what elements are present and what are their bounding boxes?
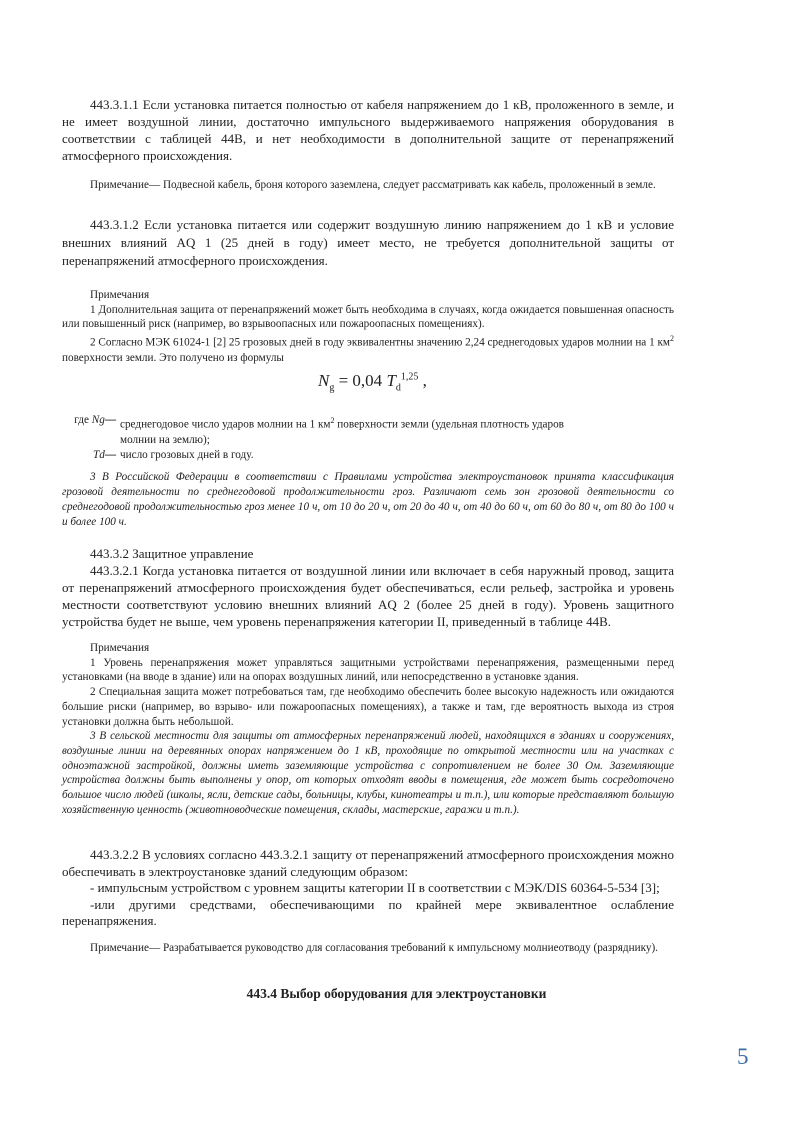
- def-text: число грозовых дней в году.: [120, 448, 254, 461]
- superscript: 2: [330, 416, 335, 425]
- note-item-1: 1 Уровень перенапряжения может управляться защитными устройствами перенапряжения, размещенными перед установками (на вводе в здание) или на опорах воздушных линий, или непосредственно в установке здания.: [62, 656, 674, 684]
- formula-tail: ,: [418, 371, 427, 390]
- list-item: - импульсным устройством с уровнем защиты категории II в соответствии с МЭК/DIS 60364-5-534 [3];: [90, 880, 660, 895]
- where-ng: [60, 413, 600, 448]
- def-text: поверхности земли (удельная плотность ударов: [334, 418, 564, 431]
- notes-block-1: [62, 288, 674, 365]
- formula-eq: = 0,04: [334, 371, 387, 390]
- note-text: 2 Согласно МЭК 61024-1 [2] 25 грозовых дней в году эквивалентны значению 2,24 среднегодовых ударов молнии на 1 км: [90, 336, 670, 349]
- heading-443-4: 443.4 Выбор оборудования для электроустановки: [246, 986, 547, 1001]
- notes-title: Примечания: [90, 642, 150, 654]
- formula: [318, 371, 427, 393]
- notes-title: Примечания: [90, 289, 150, 301]
- note-arrester: Примечание— Разрабатывается руководство для согласования требований к импульсному молниеотводу (разряднику).: [90, 942, 658, 954]
- page-number: 5: [737, 1044, 749, 1069]
- where-term: [60, 413, 116, 428]
- def-text: молнии на землю);: [120, 433, 210, 446]
- note-item-1: 1 Дополнительная защита от перенапряжений может быть необходима в случаях, когда ожидается повышенная опасность или повышенный риск (например, во взрывоопасных или пожароопасных помещениях).: [62, 303, 674, 331]
- var-td: Td: [92, 448, 105, 461]
- def-text: среднегодовое число ударов молнии на 1 км: [120, 418, 331, 431]
- formula-var: N: [318, 371, 330, 390]
- paragraph-443-3-2-2: [62, 847, 674, 930]
- list-item: -или другими средствами, обеспечивающими по крайней мере эквивалентное ослабление перенапряжения.: [62, 896, 674, 928]
- paragraph-443-3-1-1: 443.3.1.1 Если установка питается полностью от кабеля напряжением до 1 кВ, проложенного в земле, и не имеет воздушной линии, достаточно импульсного выдерживаемого напряжения оборудования в соответствии с таблицей 44В, и нет необходимости в дополнительной защите от перенапряжений атмосферного происхождения.: [62, 97, 674, 163]
- note-item-2: [62, 332, 674, 365]
- formula-sup: 1,25: [400, 371, 419, 383]
- where-prefix: где: [74, 414, 92, 426]
- var-ng: Ng: [91, 414, 105, 426]
- paragraph-443-3-1-2: 443.3.1.2 Если установка питается или содержит воздушную линию напряжением до 1 кВ и условие внешних влияний AQ 1 (25 дней в году) имеет место, не требуется дополнительной защиты от перенапряжений атмосферного происхождения.: [62, 217, 674, 268]
- heading-443-3-2: 443.3.2 Защитное управление: [90, 546, 254, 561]
- note-russian-federation: 3 В Российской Федерации в соответствии с Правилами устройства электроустановок принята классификация грозовой деятельности по среднегодовой продолжительности гроз. Различают семь зон грозовой деятельности со среднегодовой продолжительностью гроз менее 10 ч, от 10 до 20 ч, от 20 до 40 ч, от 40 до 60 ч, от 60 до 80 ч, от 80 до 100 ч и более 100 ч.: [62, 471, 674, 528]
- formula-sub: g: [329, 382, 335, 394]
- superscript: 2: [670, 334, 674, 344]
- formula-sub: d: [395, 382, 401, 394]
- where-term: [60, 448, 116, 463]
- dash: —: [104, 414, 116, 426]
- note-item-2: 2 Специальная защита может потребоваться там, где необходимо обеспечить более высокую надежность или ожидаются большие риски (например, во взрыво- или пожароопасных помещениях), а также и там, где вероятность выхода из строя установки должна быть небольшой.: [62, 686, 674, 728]
- where-td: [60, 448, 600, 463]
- paragraph-text: 443.3.2.2 В условиях согласно 443.3.2.1 защиту от перенапряжений атмосферного происхождения можно обеспечивать в электроустановке зданий следующим образом:: [62, 847, 674, 879]
- note-item-3: 3 В сельской местности для защиты от атмосферных перенапряжений людей, находящихся в зданиях и сооружениях, воздушные линии на деревянных опорах напряжением до 1 кВ, проходящие по открытой местности или на участках с одноэтажной застройкой, должны иметь заземляющие устройства с сопротивлением не более 30 Ом. Заземляющие устройства должны быть выполнены у опор, от которых отходят вводы в помещения, где может быть сосредоточено большое число людей (школы, ясли, детские сады, больницы, клубы, кинотеатры и т.п.), или которые представляют большую хозяйственную ценность (животноводческие помещения, склады, мастерские, гаражи и т.п.).: [62, 730, 674, 816]
- paragraph-443-3-2-1: 443.3.2.1 Когда установка питается от воздушной линии или включает в себя наружный провод, защита от перенапряжений атмосферного происхождения будет обеспечиваться, если рельеф, застройка и уровень местности соответствуют условию внешних влияний AQ 2 (более 25 дней в году). Уровень защитного устройства будет не выше, чем уровень перенапряжения категории II, приведенный в таблице 44В.: [62, 563, 674, 629]
- formula-var: T: [386, 371, 396, 390]
- where-list: [60, 413, 600, 463]
- notes-block-2: [62, 641, 674, 817]
- dash: —: [104, 448, 116, 461]
- note-cable: Примечание— Подвесной кабель, броня которого заземлена, следует рассматривать как кабель, проложенный в земле.: [90, 179, 656, 191]
- note-text: поверхности земли. Это получено из формулы: [62, 351, 284, 364]
